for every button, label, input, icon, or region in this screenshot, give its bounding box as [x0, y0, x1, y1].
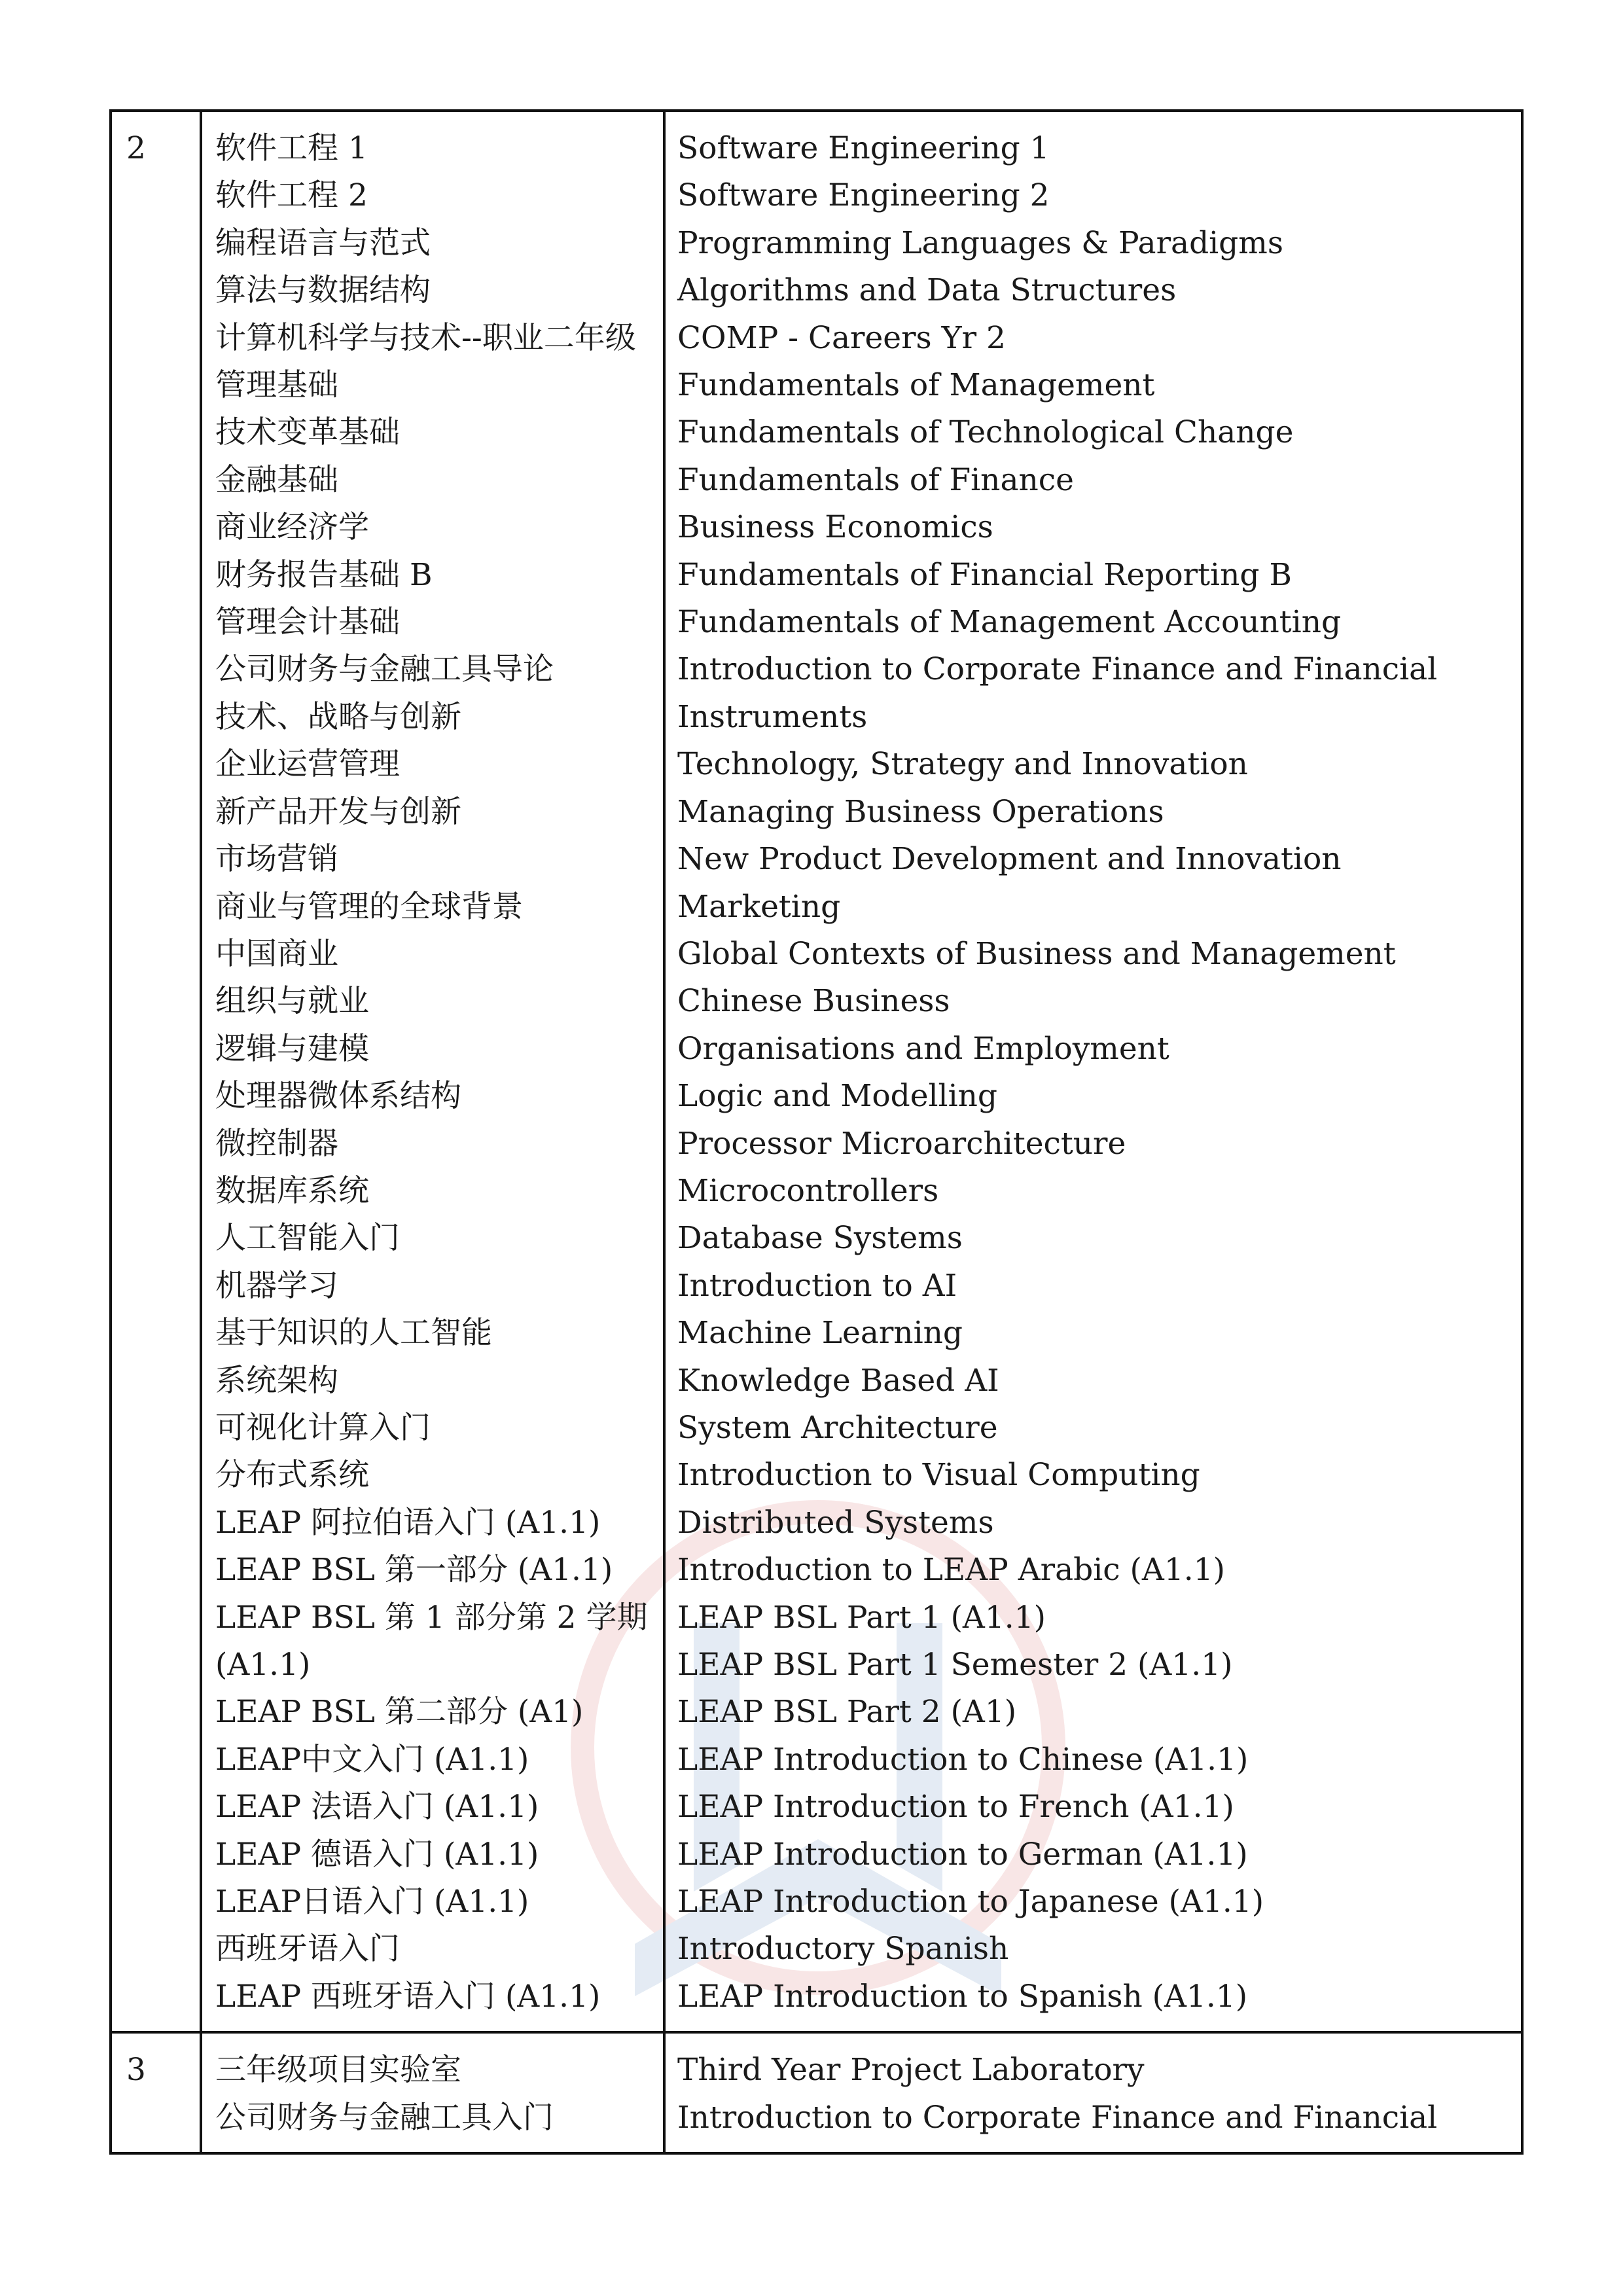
course-name-cn: LEAP日语入门 (A1.1): [215, 1884, 529, 1920]
course-name-cn: 中国商业: [215, 935, 338, 972]
course-name-en: LEAP BSL Part 1 Semester 2 (A1.1): [677, 1647, 1233, 1683]
course-name-cn: 三年级项目实验室: [215, 2052, 461, 2089]
course-table: [109, 109, 1524, 2155]
course-name-en: Technology, Strategy and Innovation: [677, 746, 1248, 783]
course-name-en: LEAP Introduction to French (A1.1): [677, 1789, 1234, 1825]
course-name-en: Introduction to Visual Computing: [677, 1457, 1200, 1494]
course-name-en: Introduction to Corporate Finance and Financial Instruments: [677, 651, 1438, 735]
course-name-cn: 商业与管理的全球背景: [215, 888, 523, 925]
course-name-cn: 数据库系统: [215, 1172, 369, 1209]
course-name-cn: 管理会计基础: [215, 604, 400, 641]
course-name-cn: 机器学习: [215, 1267, 338, 1304]
course-name-cn: 市场营销: [215, 841, 338, 878]
course-name-cn: 公司财务与金融工具导论: [215, 651, 554, 688]
course-name-cn: LEAP中文入门 (A1.1): [215, 1741, 529, 1778]
course-name-cn: LEAP BSL 第 1 部分第 2 学期 (A1.1): [215, 1599, 648, 1683]
chinese-course-names: [201, 111, 664, 2032]
course-name-en: Programming Languages & Paradigms: [677, 224, 1283, 261]
table-row-year-2: [111, 111, 1522, 2032]
course-name-cn: 基于知识的人工智能: [215, 1315, 492, 1352]
course-name-en: LEAP BSL Part 2 (A1): [677, 1694, 1017, 1731]
course-name-cn: 新产品开发与创新: [215, 793, 461, 830]
course-name-en: Third Year Project Laboratory: [677, 2052, 1145, 2089]
course-name-cn: 软件工程 1: [215, 130, 368, 166]
course-name-cn: 编程语言与范式: [215, 224, 431, 261]
course-name-cn: 可视化计算入门: [215, 1409, 431, 1446]
year-cell: [111, 111, 201, 2032]
course-name-cn: LEAP 德语入门 (A1.1): [215, 1836, 539, 1873]
course-name-cn: 逻辑与建模: [215, 1030, 369, 1067]
english-course-names: [664, 111, 1522, 2032]
course-name-en: Introduction to AI: [677, 1267, 957, 1304]
course-name-cn: LEAP 法语入门 (A1.1): [215, 1789, 539, 1825]
english-course-names: [664, 2032, 1522, 2153]
course-name-en: Marketing: [677, 888, 841, 925]
course-name-cn: 商业经济学: [215, 509, 369, 546]
course-name-cn: LEAP 阿拉伯语入门 (A1.1): [215, 1504, 601, 1541]
course-name-en: Business Economics: [677, 509, 993, 546]
course-name-en: Distributed Systems: [677, 1504, 994, 1541]
course-name-cn: 软件工程 2: [215, 177, 368, 214]
course-name-en: Microcontrollers: [677, 1172, 939, 1209]
course-name-en: Software Engineering 1: [677, 130, 1050, 166]
course-name-en: Introductory Spanish: [677, 1931, 1009, 1967]
course-name-cn: 组织与就业: [215, 983, 369, 1020]
course-name-en: Software Engineering 2: [677, 177, 1050, 214]
course-name-en: Processor Microarchitecture: [677, 1125, 1126, 1162]
course-name-en: Introduction to Corporate Finance and Financial: [677, 2099, 1438, 2136]
course-name-cn: 分布式系统: [215, 1457, 369, 1494]
course-name-en: LEAP Introduction to Chinese (A1.1): [677, 1741, 1249, 1778]
course-name-en: LEAP Introduction to Japanese (A1.1): [677, 1884, 1264, 1920]
year-cell: [111, 2032, 201, 2153]
course-name-en: Fundamentals of Management: [677, 367, 1155, 404]
course-name-en: Introduction to LEAP Arabic (A1.1): [677, 1552, 1225, 1588]
course-name-cn: 算法与数据结构: [215, 272, 431, 309]
course-name-en: Chinese Business: [677, 983, 950, 1020]
course-name-en: System Architecture: [677, 1409, 998, 1446]
year-number: 2: [126, 130, 146, 166]
course-name-en: LEAP Introduction to Spanish (A1.1): [677, 1978, 1248, 2015]
course-name-cn: 西班牙语入门: [215, 1931, 400, 1967]
course-name-en: Global Contexts of Business and Management: [677, 935, 1396, 972]
course-name-en: Machine Learning: [677, 1315, 963, 1352]
course-name-en: Managing Business Operations: [677, 793, 1164, 830]
course-name-en: Fundamentals of Management Accounting: [677, 604, 1342, 641]
course-name-cn: 计算机科学与技术--职业二年级: [215, 319, 636, 356]
course-name-en: Database Systems: [677, 1220, 963, 1257]
year-number: 3: [126, 2052, 146, 2089]
course-name-en: Fundamentals of Finance: [677, 461, 1074, 498]
course-name-en: Logic and Modelling: [677, 1078, 997, 1115]
course-name-cn: 公司财务与金融工具入门: [215, 2099, 554, 2136]
course-name-cn: 财务报告基础 B: [215, 556, 433, 593]
course-name-cn: 人工智能入门: [215, 1220, 400, 1257]
course-name-en: COMP - Careers Yr 2: [677, 319, 1006, 356]
course-name-cn: 管理基础: [215, 367, 338, 404]
course-name-cn: LEAP 西班牙语入门 (A1.1): [215, 1978, 601, 2015]
course-name-cn: 处理器微体系结构: [215, 1078, 461, 1115]
course-name-cn: 系统架构: [215, 1362, 338, 1399]
course-name-en: Algorithms and Data Structures: [677, 272, 1177, 309]
course-name-en: New Product Development and Innovation: [677, 841, 1342, 878]
course-name-en: LEAP Introduction to German (A1.1): [677, 1836, 1248, 1873]
course-name-cn: 金融基础: [215, 461, 338, 498]
chinese-course-names: [201, 2032, 664, 2153]
course-name-cn: LEAP BSL 第二部分 (A1): [215, 1694, 584, 1731]
course-name-cn: 微控制器: [215, 1125, 338, 1162]
course-name-en: Fundamentals of Financial Reporting B: [677, 556, 1292, 593]
course-name-cn: 企业运营管理: [215, 746, 400, 783]
course-name-en: Fundamentals of Technological Change: [677, 414, 1294, 451]
course-name-en: Knowledge Based AI: [677, 1362, 999, 1399]
table-row-year-3: [111, 2032, 1522, 2153]
course-name-cn: LEAP BSL 第一部分 (A1.1): [215, 1552, 613, 1588]
course-name-cn: 技术变革基础: [215, 414, 400, 451]
course-name-en: Organisations and Employment: [677, 1030, 1169, 1067]
course-name-en: LEAP BSL Part 1 (A1.1): [677, 1599, 1046, 1636]
course-name-cn: 技术、战略与创新: [215, 698, 461, 735]
